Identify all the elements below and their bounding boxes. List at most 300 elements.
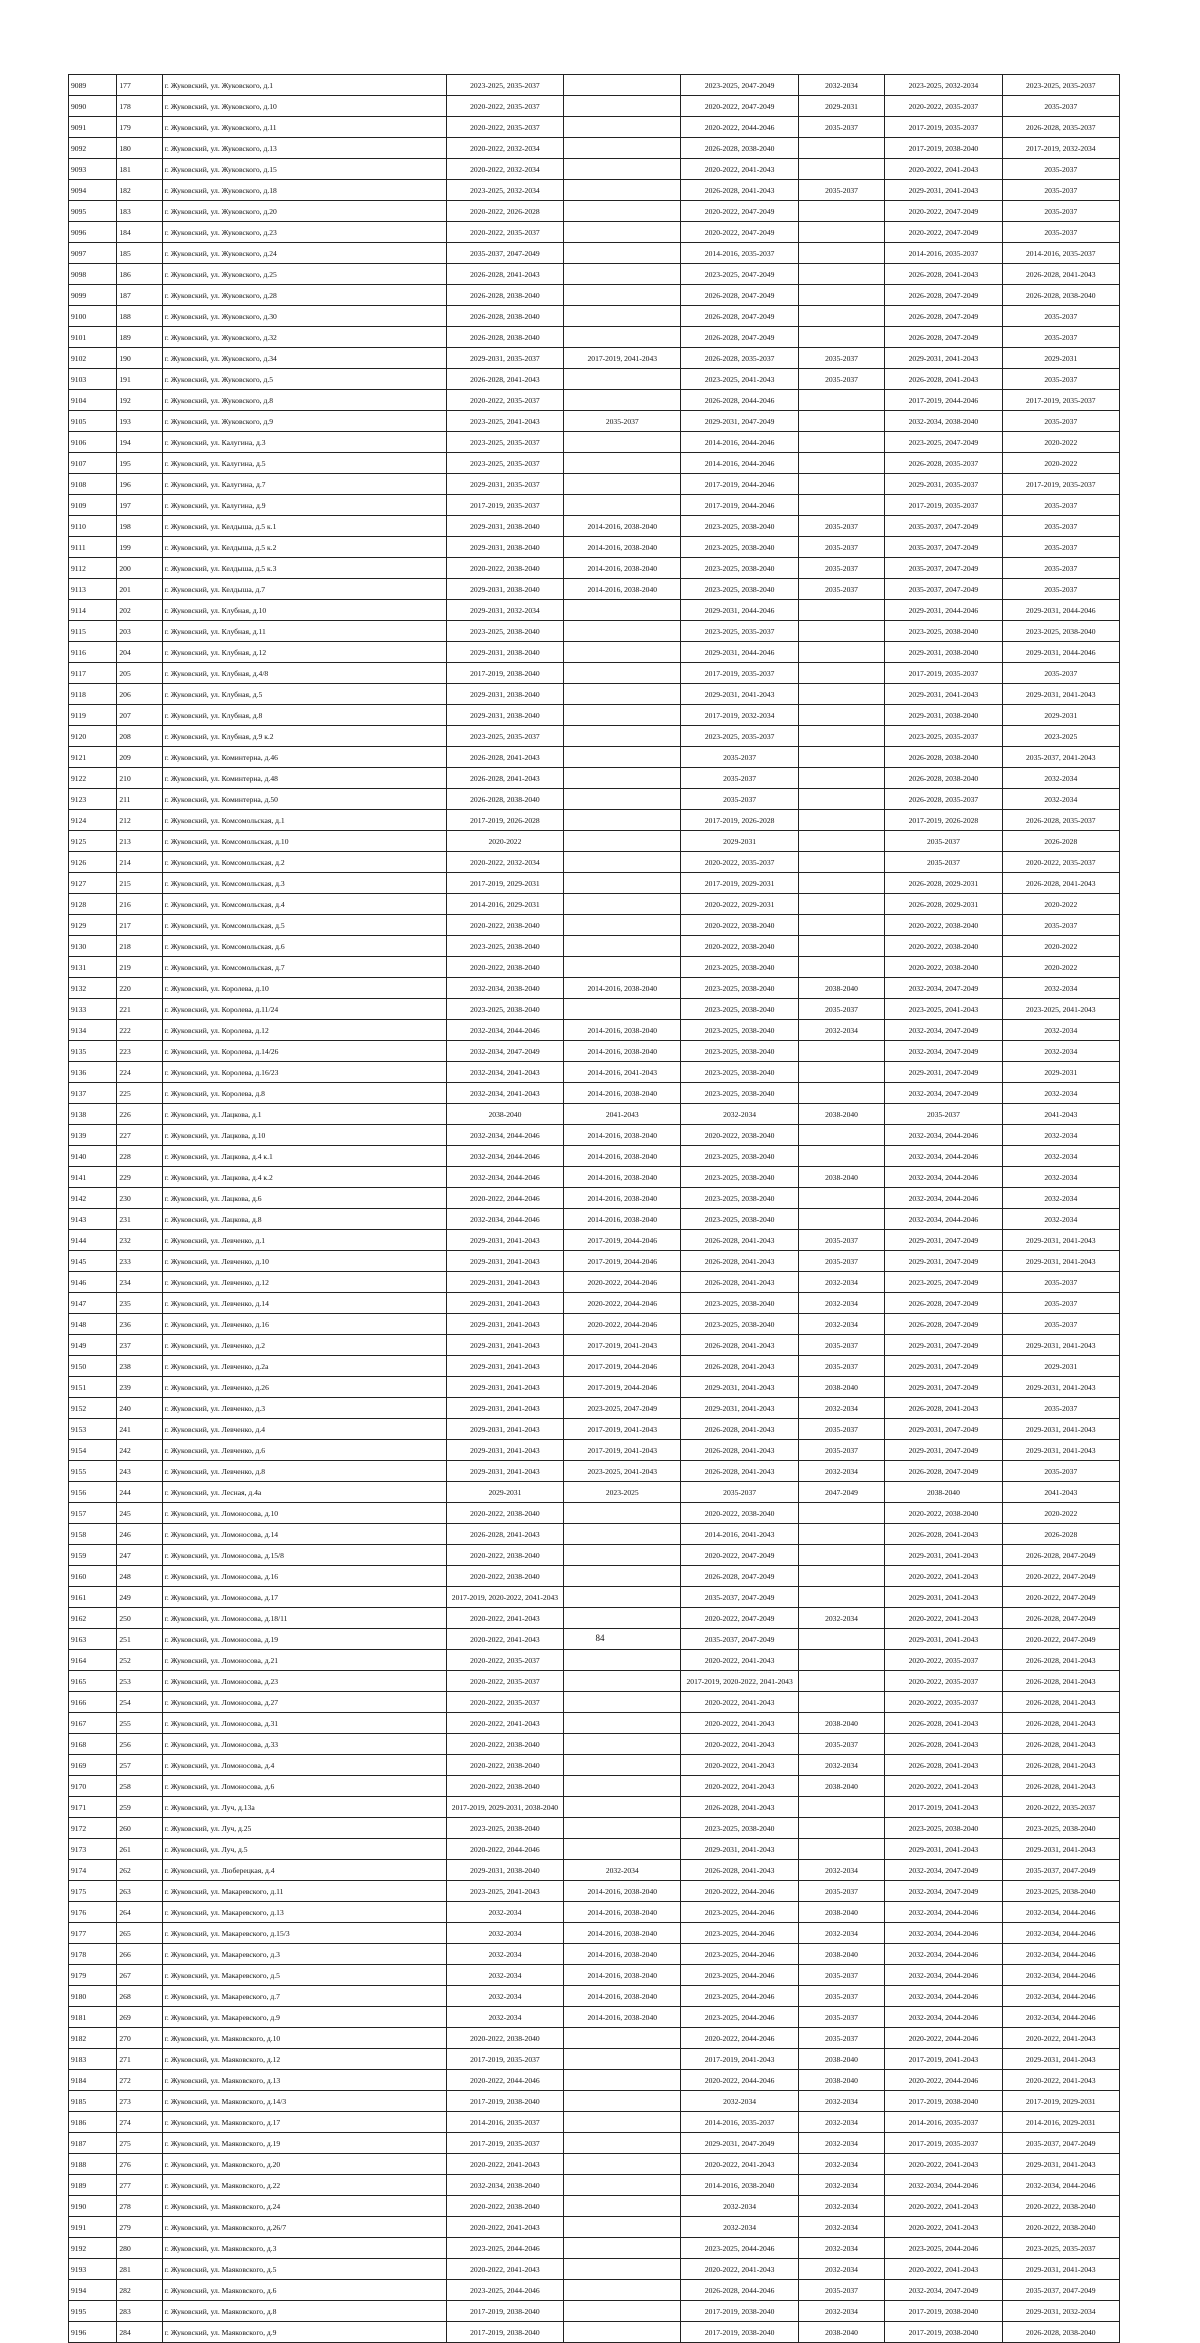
period-cell-1: 2029-2031 [446,1482,563,1503]
period-cell-5: 2020-2022, 2041-2043 [885,1608,1002,1629]
period-cell-3: 2023-2025, 2044-2046 [681,1965,798,1986]
address-cell: г. Жуковский, ул. Лацкова, д.4 к.1 [162,1146,446,1167]
period-cell-4 [798,1545,884,1566]
period-cell-6: 2026-2028, 2041-2043 [1002,1776,1119,1797]
period-cell-2: 2020-2022, 2044-2046 [564,1272,681,1293]
period-cell-6: 2026-2028, 2035-2037 [1002,117,1119,138]
period-cell-4 [798,264,884,285]
table-row [69,411,1120,432]
row-index-cell: 9109 [69,495,117,516]
address-cell: г. Жуковский, ул. Ломоносова, д.21 [162,1650,446,1671]
row-index-cell: 9188 [69,2154,117,2175]
period-cell-5: 2020-2022, 2038-2040 [885,957,1002,978]
period-cell-2: 2014-2016, 2038-2040 [564,1146,681,1167]
row-index-cell: 9173 [69,1839,117,1860]
period-cell-5: 2032-2034, 2047-2049 [885,1860,1002,1881]
address-cell: г. Жуковский, ул. Королева, д.12 [162,1020,446,1041]
period-cell-1: 2032-2034 [446,1944,563,1965]
row-index-cell: 9177 [69,1923,117,1944]
row-number-cell: 197 [117,495,162,516]
period-cell-4: 2038-2040 [798,2322,884,2343]
row-number-cell: 202 [117,600,162,621]
row-index-cell: 9139 [69,1125,117,1146]
period-cell-1: 2029-2031, 2038-2040 [446,579,563,600]
address-cell: г. Жуковский, ул. Маяковского, д.26/7 [162,2217,446,2238]
period-cell-5: 2026-2028, 2047-2049 [885,1293,1002,1314]
address-cell: г. Жуковский, ул. Келдыша, д.5 к.2 [162,537,446,558]
period-cell-5: 2020-2022, 2041-2043 [885,2196,1002,2217]
period-cell-3: 2023-2025, 2038-2040 [681,1188,798,1209]
table-row [69,2070,1120,2091]
period-cell-4: 2032-2034 [798,2301,884,2322]
period-cell-5: 2017-2019, 2035-2037 [885,117,1002,138]
period-cell-6: 2023-2025 [1002,726,1119,747]
table-row [69,75,1120,96]
period-cell-5: 2029-2031, 2041-2043 [885,1545,1002,1566]
period-cell-4: 2032-2034 [798,2175,884,2196]
period-cell-3: 2026-2028, 2041-2043 [681,1419,798,1440]
period-cell-4: 2035-2037 [798,117,884,138]
period-cell-6: 2026-2028, 2041-2043 [1002,1671,1119,1692]
period-cell-2 [564,600,681,621]
period-cell-5: 2032-2034, 2044-2046 [885,2007,1002,2028]
table-row [69,1608,1120,1629]
period-cell-6: 2029-2031, 2041-2043 [1002,2259,1119,2280]
period-cell-1: 2023-2025, 2038-2040 [446,936,563,957]
period-cell-5: 2020-2022, 2041-2043 [885,2217,1002,2238]
row-index-cell: 9102 [69,348,117,369]
period-cell-5: 2032-2034, 2047-2049 [885,1041,1002,1062]
period-cell-5: 2020-2022, 2047-2049 [885,222,1002,243]
period-cell-5: 2032-2034, 2044-2046 [885,1167,1002,1188]
document-sheet [68,74,1120,2343]
row-index-cell: 9166 [69,1692,117,1713]
address-cell: г. Жуковский, ул. Луч, д.25 [162,1818,446,1839]
period-cell-2 [564,1524,681,1545]
period-cell-2 [564,2175,681,2196]
period-cell-1: 2014-2016, 2035-2037 [446,2112,563,2133]
period-cell-3: 2035-2037 [681,789,798,810]
address-cell: г. Жуковский, ул. Левченко, д.16 [162,1314,446,1335]
period-cell-4 [798,1839,884,1860]
row-number-cell: 229 [117,1167,162,1188]
row-number-cell: 261 [117,1839,162,1860]
row-index-cell: 9098 [69,264,117,285]
address-cell: г. Жуковский, ул. Макаревского, д.11 [162,1881,446,1902]
period-cell-6: 2032-2034 [1002,1020,1119,1041]
period-cell-1: 2038-2040 [446,1104,563,1125]
period-cell-6: 2035-2037 [1002,558,1119,579]
period-cell-5: 2026-2028, 2047-2049 [885,306,1002,327]
row-number-cell: 213 [117,831,162,852]
period-cell-3: 2023-2025, 2038-2040 [681,1041,798,1062]
table-row [69,852,1120,873]
period-cell-5: 2035-2037, 2047-2049 [885,558,1002,579]
period-cell-1: 2032-2034, 2038-2040 [446,978,563,999]
row-index-cell: 9155 [69,1461,117,1482]
period-cell-6: 2020-2022, 2038-2040 [1002,2196,1119,2217]
period-cell-6: 2035-2037 [1002,159,1119,180]
period-cell-6: 2029-2031, 2041-2043 [1002,1839,1119,1860]
row-number-cell: 245 [117,1503,162,1524]
period-cell-4: 2038-2040 [798,1713,884,1734]
address-cell: г. Жуковский, ул. Королева, д.10 [162,978,446,999]
period-cell-6: 2020-2022, 2047-2049 [1002,1587,1119,1608]
period-cell-6: 2029-2031, 2041-2043 [1002,1335,1119,1356]
address-cell: г. Жуковский, ул. Калугина, д.7 [162,474,446,495]
row-number-cell: 252 [117,1650,162,1671]
table-row [69,1860,1120,1881]
period-cell-5: 2026-2028, 2041-2043 [885,369,1002,390]
period-cell-6: 2020-2022, 2047-2049 [1002,1566,1119,1587]
table-row [69,2049,1120,2070]
address-cell: г. Жуковский, ул. Комсомольская, д.6 [162,936,446,957]
row-number-cell: 257 [117,1755,162,1776]
period-cell-6: 2032-2034, 2044-2046 [1002,2007,1119,2028]
period-cell-1: 2029-2031, 2041-2043 [446,1419,563,1440]
table-row [69,1902,1120,1923]
period-cell-5: 2020-2022, 2035-2037 [885,1692,1002,1713]
row-number-cell: 183 [117,201,162,222]
period-cell-5: 2029-2031, 2041-2043 [885,684,1002,705]
address-cell: г. Жуковский, ул. Лацкова, д.6 [162,1188,446,1209]
table-row [69,1125,1120,1146]
period-cell-3: 2026-2028, 2041-2043 [681,1440,798,1461]
address-cell: г. Жуковский, ул. Левченко, д.14 [162,1293,446,1314]
row-number-cell: 192 [117,390,162,411]
period-cell-3: 2014-2016, 2035-2037 [681,243,798,264]
row-number-cell: 270 [117,2028,162,2049]
table-row [69,2238,1120,2259]
period-cell-4 [798,1209,884,1230]
row-index-cell: 9195 [69,2301,117,2322]
row-index-cell: 9153 [69,1419,117,1440]
address-cell: г. Жуковский, ул. Коминтерна, д.48 [162,768,446,789]
period-cell-2 [564,789,681,810]
period-cell-5: 2020-2022, 2041-2043 [885,2154,1002,2175]
row-number-cell: 236 [117,1314,162,1335]
address-cell: г. Жуковский, ул. Маяковского, д.3 [162,2238,446,2259]
period-cell-5: 2017-2019, 2041-2043 [885,1797,1002,1818]
row-number-cell: 280 [117,2238,162,2259]
table-row [69,1440,1120,1461]
period-cell-2: 2017-2019, 2041-2043 [564,1440,681,1461]
row-index-cell: 9137 [69,1083,117,1104]
period-cell-1: 2020-2022, 2038-2040 [446,2196,563,2217]
address-cell: г. Жуковский, ул. Жуковского, д.1 [162,75,446,96]
period-cell-5: 2026-2028, 2038-2040 [885,747,1002,768]
row-number-cell: 275 [117,2133,162,2154]
row-index-cell: 9138 [69,1104,117,1125]
address-cell: г. Жуковский, ул. Комсомольская, д.3 [162,873,446,894]
row-number-cell: 200 [117,558,162,579]
period-cell-2 [564,1545,681,1566]
period-cell-3: 2014-2016, 2041-2043 [681,1524,798,1545]
period-cell-3: 2023-2025, 2044-2046 [681,1923,798,1944]
period-cell-2 [564,852,681,873]
row-index-cell: 9159 [69,1545,117,1566]
period-cell-5: 2026-2028, 2041-2043 [885,1713,1002,1734]
row-index-cell: 9152 [69,1398,117,1419]
period-cell-2 [564,2028,681,2049]
period-cell-1: 2020-2022, 2035-2037 [446,117,563,138]
period-cell-2 [564,1713,681,1734]
address-cell: г. Жуковский, ул. Королева, д.16/23 [162,1062,446,1083]
row-index-cell: 9115 [69,621,117,642]
period-cell-4: 2038-2040 [798,1377,884,1398]
period-cell-3: 2026-2028, 2041-2043 [681,1230,798,1251]
period-cell-2: 2023-2025, 2041-2043 [564,1461,681,1482]
row-index-cell: 9164 [69,1650,117,1671]
table-row [69,1398,1120,1419]
period-cell-3: 2023-2025, 2038-2040 [681,1209,798,1230]
table-row [69,978,1120,999]
row-index-cell: 9089 [69,75,117,96]
period-cell-5: 2023-2025, 2032-2034 [885,75,1002,96]
period-cell-1: 2026-2028, 2041-2043 [446,747,563,768]
period-cell-2 [564,453,681,474]
address-cell: г. Жуковский, ул. Королева, д.11/24 [162,999,446,1020]
row-number-cell: 180 [117,138,162,159]
address-cell: г. Жуковский, ул. Маяковского, д.17 [162,2112,446,2133]
row-index-cell: 9106 [69,432,117,453]
row-number-cell: 273 [117,2091,162,2112]
period-cell-1: 2035-2037, 2047-2049 [446,243,563,264]
period-cell-1: 2029-2031, 2038-2040 [446,684,563,705]
period-cell-1: 2020-2022, 2038-2040 [446,1776,563,1797]
period-cell-3: 2023-2025, 2038-2040 [681,1818,798,1839]
period-cell-2: 2014-2016, 2038-2040 [564,2007,681,2028]
period-cell-4 [798,957,884,978]
address-cell: г. Жуковский, ул. Маяковского, д.14/3 [162,2091,446,2112]
period-cell-2: 2014-2016, 2038-2040 [564,579,681,600]
period-cell-2 [564,75,681,96]
table-row [69,915,1120,936]
table-row [69,1251,1120,1272]
period-cell-2 [564,96,681,117]
table-row [69,2196,1120,2217]
period-cell-5: 2029-2031, 2047-2049 [885,1062,1002,1083]
period-cell-5: 2032-2034, 2038-2040 [885,411,1002,432]
period-cell-6: 2020-2022, 2038-2040 [1002,2217,1119,2238]
address-cell: г. Жуковский, ул. Ломоносова, д.16 [162,1566,446,1587]
period-cell-4: 2035-2037 [798,180,884,201]
table-row [69,306,1120,327]
period-cell-1: 2029-2031, 2032-2034 [446,600,563,621]
period-cell-5: 2026-2028, 2041-2043 [885,1524,1002,1545]
table-row [69,1188,1120,1209]
period-cell-5: 2023-2025, 2035-2037 [885,726,1002,747]
row-number-cell: 259 [117,1797,162,1818]
period-cell-3: 2023-2025, 2038-2040 [681,999,798,1020]
row-number-cell: 260 [117,1818,162,1839]
row-number-cell: 256 [117,1734,162,1755]
period-cell-1: 2020-2022, 2038-2040 [446,1545,563,1566]
period-cell-4 [798,600,884,621]
period-cell-1: 2023-2025, 2044-2046 [446,2238,563,2259]
row-number-cell: 216 [117,894,162,915]
period-cell-1: 2020-2022, 2038-2040 [446,2028,563,2049]
period-cell-6: 2029-2031, 2041-2043 [1002,1419,1119,1440]
period-cell-3: 2020-2022, 2047-2049 [681,1545,798,1566]
period-cell-1: 2029-2031, 2041-2043 [446,1398,563,1419]
period-cell-5: 2029-2031, 2047-2049 [885,1356,1002,1377]
address-cell: г. Жуковский, ул. Маяковского, д.13 [162,2070,446,2091]
period-cell-1: 2029-2031, 2041-2043 [446,1440,563,1461]
table-row [69,1671,1120,1692]
address-cell: г. Жуковский, ул. Люберецкая, д.4 [162,1860,446,1881]
period-cell-2 [564,243,681,264]
period-cell-4: 2032-2034 [798,2217,884,2238]
row-index-cell: 9179 [69,1965,117,1986]
period-cell-2 [564,327,681,348]
period-cell-4 [798,1503,884,1524]
period-cell-1: 2032-2034 [446,2007,563,2028]
period-cell-5: 2032-2034, 2047-2049 [885,1083,1002,1104]
period-cell-6: 2020-2022 [1002,1503,1119,1524]
table-row [69,1419,1120,1440]
address-cell: г. Жуковский, ул. Королева, д.8 [162,1083,446,1104]
period-cell-3: 2032-2034 [681,2091,798,2112]
period-cell-2: 2014-2016, 2038-2040 [564,978,681,999]
period-cell-3: 2020-2022, 2041-2043 [681,1776,798,1797]
period-cell-5: 2029-2031, 2041-2043 [885,348,1002,369]
period-cell-6: 2020-2022 [1002,432,1119,453]
period-cell-1: 2020-2022, 2035-2037 [446,1650,563,1671]
period-cell-6: 2032-2034, 2044-2046 [1002,2175,1119,2196]
period-cell-2 [564,285,681,306]
period-cell-2: 2023-2025, 2047-2049 [564,1398,681,1419]
period-cell-5: 2032-2034, 2044-2046 [885,1986,1002,2007]
row-number-cell: 208 [117,726,162,747]
period-cell-3: 2014-2016, 2038-2040 [681,2175,798,2196]
period-cell-4: 2035-2037 [798,2280,884,2301]
period-cell-5: 2032-2034, 2044-2046 [885,1209,1002,1230]
period-cell-1: 2029-2031, 2041-2043 [446,1356,563,1377]
period-cell-2 [564,1566,681,1587]
table-row [69,1230,1120,1251]
table-row [69,1482,1120,1503]
period-cell-4: 2032-2034 [798,1860,884,1881]
period-cell-6: 2032-2034, 2044-2046 [1002,1965,1119,1986]
period-cell-1: 2029-2031, 2038-2040 [446,1860,563,1881]
period-cell-5: 2029-2031, 2044-2046 [885,600,1002,621]
period-cell-3: 2029-2031, 2041-2043 [681,1398,798,1419]
period-cell-1: 2020-2022, 2038-2040 [446,957,563,978]
period-cell-6: 2020-2022 [1002,453,1119,474]
period-cell-2 [564,2217,681,2238]
period-cell-5: 2026-2028, 2041-2043 [885,1734,1002,1755]
row-index-cell: 9156 [69,1482,117,1503]
period-cell-3: 2020-2022, 2041-2043 [681,1734,798,1755]
period-cell-1: 2017-2019, 2029-2031 [446,873,563,894]
row-number-cell: 226 [117,1104,162,1125]
period-cell-3: 2035-2037 [681,747,798,768]
period-cell-4 [798,495,884,516]
address-cell: г. Жуковский, ул. Ломоносова, д.27 [162,1692,446,1713]
period-cell-3: 2026-2028, 2041-2043 [681,1860,798,1881]
period-cell-6: 2020-2022 [1002,894,1119,915]
table-row [69,1881,1120,1902]
period-cell-2 [564,2196,681,2217]
table-row [69,537,1120,558]
period-cell-6: 2029-2031 [1002,705,1119,726]
period-cell-3: 2017-2019, 2032-2034 [681,705,798,726]
period-cell-5: 2017-2019, 2038-2040 [885,2301,1002,2322]
row-index-cell: 9144 [69,1230,117,1251]
period-cell-3: 2020-2022, 2047-2049 [681,1608,798,1629]
period-cell-5: 2026-2028, 2029-2031 [885,894,1002,915]
period-cell-2: 2014-2016, 2038-2040 [564,1188,681,1209]
table-row [69,2091,1120,2112]
period-cell-1: 2020-2022, 2035-2037 [446,222,563,243]
period-cell-6: 2026-2028, 2041-2043 [1002,1734,1119,1755]
period-cell-4: 2035-2037 [798,558,884,579]
period-cell-6: 2032-2034 [1002,1167,1119,1188]
period-cell-1: 2032-2034, 2047-2049 [446,1041,563,1062]
period-cell-3: 2029-2031, 2041-2043 [681,684,798,705]
row-number-cell: 191 [117,369,162,390]
address-cell: г. Жуковский, ул. Маяковского, д.22 [162,2175,446,2196]
period-cell-6: 2035-2037 [1002,1272,1119,1293]
address-cell: г. Жуковский, ул. Левченко, д.10 [162,1251,446,1272]
period-cell-4 [798,201,884,222]
table-row [69,2259,1120,2280]
period-cell-6: 2035-2037, 2041-2043 [1002,747,1119,768]
table-row [69,1293,1120,1314]
period-cell-5: 2029-2031, 2047-2049 [885,1251,1002,1272]
table-row [69,348,1120,369]
row-index-cell: 9167 [69,1713,117,1734]
period-cell-4: 2035-2037 [798,2007,884,2028]
period-cell-3: 2026-2028, 2041-2043 [681,180,798,201]
row-number-cell: 214 [117,852,162,873]
table-row [69,2133,1120,2154]
period-cell-6: 2029-2031 [1002,1356,1119,1377]
period-cell-3: 2026-2028, 2047-2049 [681,1566,798,1587]
period-cell-1: 2029-2031, 2038-2040 [446,642,563,663]
period-cell-1: 2023-2025, 2035-2037 [446,453,563,474]
row-number-cell: 262 [117,1860,162,1881]
period-cell-4: 2032-2034 [798,1923,884,1944]
period-cell-2: 2014-2016, 2038-2040 [564,1125,681,1146]
period-cell-3: 2020-2022, 2029-2031 [681,894,798,915]
period-cell-3: 2026-2028, 2044-2046 [681,390,798,411]
period-cell-3: 2023-2025, 2038-2040 [681,558,798,579]
table-row [69,1272,1120,1293]
table-row [69,600,1120,621]
period-cell-1: 2026-2028, 2041-2043 [446,768,563,789]
table-row [69,726,1120,747]
period-cell-4 [798,747,884,768]
period-cell-6: 2020-2022, 2041-2043 [1002,2028,1119,2049]
address-cell: г. Жуковский, ул. Луч, д.13а [162,1797,446,1818]
period-cell-4 [798,1188,884,1209]
period-cell-4: 2038-2040 [798,2070,884,2091]
row-index-cell: 9091 [69,117,117,138]
row-number-cell: 189 [117,327,162,348]
period-cell-3: 2020-2022, 2035-2037 [681,852,798,873]
period-cell-4: 2032-2034 [798,2196,884,2217]
period-cell-4: 2032-2034 [798,1608,884,1629]
period-cell-4: 2035-2037 [798,999,884,1020]
period-cell-1: 2014-2016, 2029-2031 [446,894,563,915]
address-cell: г. Жуковский, ул. Лацкова, д.8 [162,1209,446,1230]
row-index-cell: 9191 [69,2217,117,2238]
row-number-cell: 241 [117,1419,162,1440]
period-cell-5: 2023-2025, 2041-2043 [885,999,1002,1020]
period-cell-4: 2035-2037 [798,2028,884,2049]
